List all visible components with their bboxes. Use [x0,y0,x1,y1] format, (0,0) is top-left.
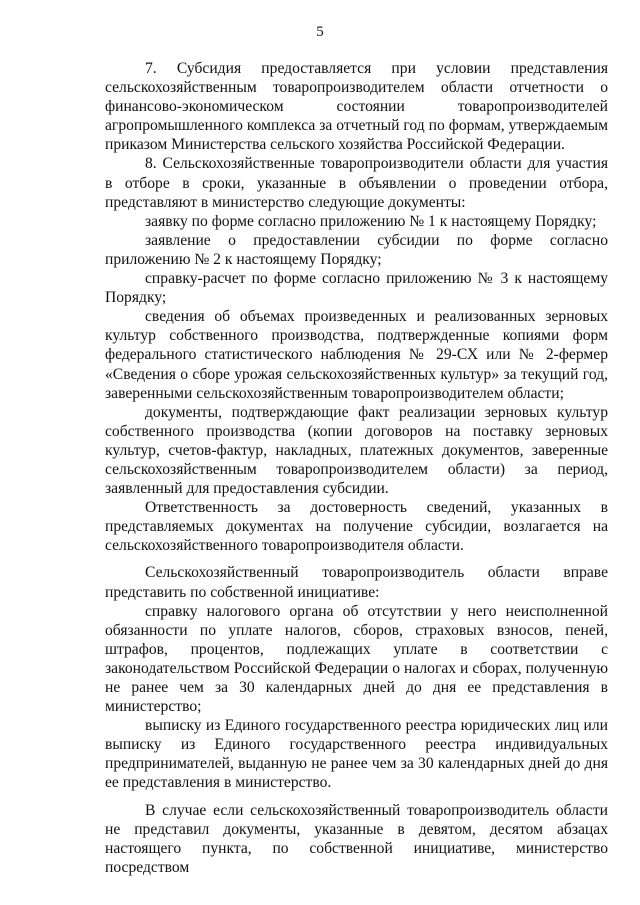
paragraph-item-8: 8. Сельскохозяйственные товаропроизводители области для участия в отборе в сроки, указанные в объявлении о проведении отбора, представляют в министерство следующие документы: [105,155,608,211]
document-list-item-application: заявку по форме согласно приложению № 1 к настоящему Порядку; [145,212,597,230]
document-list-item-sales-proof: документы, подтверждающие факт реализации зерновых культур собственного производства (копии договоров на поставку зерновых культур, счетов-фактур, накладных, платежных документов, заверенные сельскохозяйственным товаропроизводителем области) за период, заявленный для предоставления субсидии. [105,403,608,498]
document-list-item-harvest-info: сведения об объемах произведенных и реализованных зерновых культур собственного производства, подтвержденные копиями форм федерального статистического наблюдения № 29-СХ или № 2-фермер «Сведения о сборе урожая сельскохозяйственных культур» за текущий год, заверенными сельскохозяйственным товаропроизводителем области; [105,308,608,402]
document-list-item-calculation: справку-расчет по форме согласно приложению № 3 к настоящему Порядку; [105,270,608,307]
page-number: 5 [316,24,324,40]
optional-list-item-registry-extract: выписку из Единого государственного реестра юридических лиц или выписку из Единого государственного реестра индивидуальных предпринимателей, выданную не ранее чем за 30 календарных дней до дня ее представления в министерство. [105,717,608,792]
document-body [105,59,608,877]
paragraph-item-7: 7. Субсидия предоставляется при условии представления сельскохозяйственным товаропроизводителем области отчетности о финансово-экономическом состоянии товаропроизводителей агропромышленного комплекса за отчетный год по формам, утверждаемым приказом Министерства сельского хозяйства Российской Федерации. [105,60,608,154]
document-list-item-statement: заявление о предоставлении субсидии по форме согласно приложению № 2 к настоящему Порядку; [105,231,608,268]
non-submission-paragraph: В случае если сельскохозяйственный товаропроизводитель области не представил документы, указанные в девятом, десятом абзацах настоящего пункта, по собственной инициативе, министерство посредством [105,801,608,876]
optional-list-item-tax-certificate: справку налогового органа об отсутствии у него неисполненной обязанности по уплате налогов, сборов, страховых взносов, пеней, штрафов, процентов, подлежащих уплате в соответствии с законодательством Российской Федерации о налогах и сборах, полученную не ранее чем за 30 календарных дней до дня ее представления в министерство; [105,602,608,716]
optional-documents-paragraph: Сельскохозяйственный товаропроизводитель области вправе представить по собственной инициативе: [105,564,608,601]
responsibility-paragraph: Ответственность за достоверность сведений, указанных в представляемых документах на получение субсидии, возлагается на сельскохозяйственного товаропроизводителя области. [105,499,608,555]
